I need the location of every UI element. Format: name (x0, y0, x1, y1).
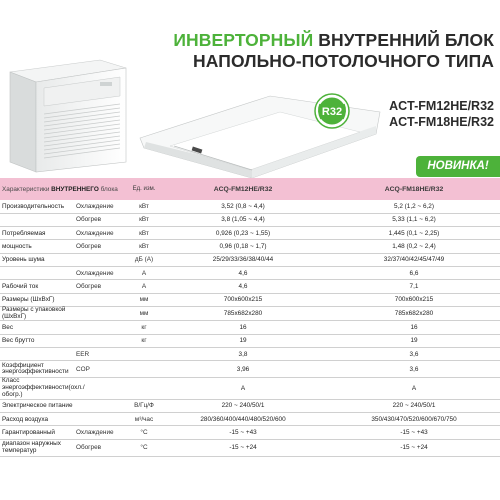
header-unit: Ед. изм. (130, 178, 158, 200)
table-row (0, 334, 500, 347)
value-model-1-cell: 4,6 (158, 266, 328, 279)
table-row (0, 348, 500, 361)
unit-cell: кг (130, 334, 158, 347)
value-model-1-cell: 4,6 (158, 280, 328, 293)
unit-cell: кВт (130, 200, 158, 213)
value-model-2-cell: 7,1 (328, 280, 500, 293)
mode-cell: Обогрев (74, 439, 130, 456)
param-cell: диапазон наружных температур (0, 439, 74, 456)
param-cell: Производительность (0, 200, 74, 213)
table-row (0, 253, 500, 266)
value-model-2-cell: 700х600х215 (328, 293, 500, 306)
param-cell: Электрическое питание (0, 399, 74, 412)
mode-cell (74, 413, 130, 426)
value-model-2-cell: 6,6 (328, 266, 500, 279)
param-cell: Потребляемая (0, 227, 74, 240)
value-model-2-cell: A (328, 378, 500, 399)
mode-cell (74, 253, 130, 266)
value-model-2-cell: -15 ~ +24 (328, 439, 500, 456)
unit-cell: кВт (130, 213, 158, 226)
value-model-1-cell: 280/360/400/440/480/520/600 (158, 413, 328, 426)
page-title (173, 30, 494, 72)
value-model-2-cell: 350/430/470/520/600/670/750 (328, 413, 500, 426)
unit-cell: кВт (130, 227, 158, 240)
mode-cell: Обогрев (74, 240, 130, 253)
mode-cell: Охлаждение (74, 200, 130, 213)
model-1: ACT-FM12HE/R32 (389, 99, 494, 113)
unit-cell: °C (130, 439, 158, 456)
unit-cell (130, 361, 158, 378)
value-model-2-cell: 3,6 (328, 348, 500, 361)
new-badge: НОВИНКА! (416, 156, 500, 177)
value-model-1-cell: 0,926 (0,23 ~ 1,55) (158, 227, 328, 240)
value-model-2-cell: 1,48 (0,2 ~ 2,4) (328, 240, 500, 253)
title-green-part: ИНВЕРТОРНЫЙ (173, 30, 314, 50)
header-model-1: ACQ-FM12HE/R32 (158, 178, 328, 200)
model-list (389, 99, 494, 130)
mode-cell: Охлаждение (74, 266, 130, 279)
title-dark-part: ВНУТРЕННИЙ БЛОК (313, 30, 494, 50)
unit-cell: кг (130, 321, 158, 334)
value-model-2-cell: 5,2 (1,2 ~ 6,2) (328, 200, 500, 213)
mode-cell: Обогрев (74, 280, 130, 293)
table-row (0, 413, 500, 426)
unit-cell: А (130, 280, 158, 293)
value-model-1-cell: 25/29/33/36/38/40/44 (158, 253, 328, 266)
value-model-1-cell: 220 ~ 240/50/1 (158, 399, 328, 412)
table-row (0, 227, 500, 240)
unit-cell (130, 378, 158, 399)
table-row (0, 293, 500, 306)
mode-cell: Охлаждение (74, 227, 130, 240)
r32-badge-text: R32 (321, 106, 343, 118)
table-row (0, 240, 500, 253)
mode-cell (74, 334, 130, 347)
unit-cell: кВт (130, 240, 158, 253)
value-model-1-cell: A (158, 378, 328, 399)
param-cell: Размеры (ШхВхГ) (0, 293, 74, 306)
unit-cell: В/Гц/Ф (130, 399, 158, 412)
mode-cell (74, 399, 130, 412)
table-row (0, 200, 500, 213)
table-header-row (0, 178, 500, 200)
value-model-1-cell: 3,52 (0,8 ~ 4,4) (158, 200, 328, 213)
param-cell: мощность (0, 240, 74, 253)
param-cell: Вес (0, 321, 74, 334)
unit-cell: °C (130, 426, 158, 439)
param-cell: Размеры с упаковкой (ШхВхГ) (0, 306, 74, 321)
param-cell: Вес брутто (0, 334, 74, 347)
value-model-2-cell: 785х682х280 (328, 306, 500, 321)
mode-cell: COP (74, 361, 130, 378)
param-cell: Расход воздуха (0, 413, 74, 426)
hero-section (0, 0, 500, 178)
param-cell: Уровень шума (0, 253, 74, 266)
value-model-1-cell: 0,96 (0,18 ~ 1,7) (158, 240, 328, 253)
unit-cell: мм (130, 306, 158, 321)
value-model-2-cell: 32/37/40/42/45/47/49 (328, 253, 500, 266)
header-characteristics: Характеристики ВНУТРЕННЕГО блока (0, 178, 130, 200)
table-row (0, 306, 500, 321)
table-row (0, 266, 500, 279)
unit-cell: мм (130, 293, 158, 306)
param-cell (0, 213, 74, 226)
value-model-2-cell: 1,445 (0,1 ~ 2,25) (328, 227, 500, 240)
table-row (0, 213, 500, 226)
value-model-1-cell: -15 ~ +43 (158, 426, 328, 439)
unit-cell: дБ (A) (130, 253, 158, 266)
param-cell: Коэффициент энергоэффективности (0, 361, 74, 378)
param-cell: Класс энергоэффективности(охл./обогр.) (2, 377, 85, 398)
value-model-1-cell: 700х600х215 (158, 293, 328, 306)
r32-refrigerant-badge-icon (313, 92, 351, 130)
unit-cell: м³/час (130, 413, 158, 426)
unit-cell: А (130, 266, 158, 279)
param-cell: Рабочий ток (0, 280, 74, 293)
table-row (0, 378, 500, 399)
value-model-1-cell: 3,8 (158, 348, 328, 361)
value-model-1-cell: 3,96 (158, 361, 328, 378)
value-model-1-cell: 16 (158, 321, 328, 334)
title-line2: НАПОЛЬНО-ПОТОЛОЧНОГО ТИПА (193, 51, 494, 71)
value-model-2-cell: 3,6 (328, 361, 500, 378)
value-model-2-cell: 220 ~ 240/50/1 (328, 399, 500, 412)
table-row (0, 399, 500, 412)
header-model-2: ACQ-FM18HE/R32 (328, 178, 500, 200)
value-model-2-cell: 5,33 (1,1 ~ 6,2) (328, 213, 500, 226)
mode-cell (74, 293, 130, 306)
spec-table (0, 178, 500, 457)
mode-cell: Обогрев (74, 213, 130, 226)
table-row (0, 361, 500, 378)
table-row (0, 321, 500, 334)
param-cell (0, 266, 74, 279)
mode-cell: EER (74, 348, 130, 361)
value-model-1-cell: 19 (158, 334, 328, 347)
floor-unit-image (4, 58, 132, 174)
value-model-2-cell: -15 ~ +43 (328, 426, 500, 439)
value-model-2-cell: 19 (328, 334, 500, 347)
mode-cell (74, 306, 130, 321)
value-model-1-cell: 785х682х280 (158, 306, 328, 321)
value-model-1-cell: -15 ~ +24 (158, 439, 328, 456)
table-row (0, 280, 500, 293)
table-row (0, 426, 500, 439)
mode-cell: Охлаждение (74, 426, 130, 439)
model-2: ACT-FM18HE/R32 (389, 114, 494, 129)
value-model-2-cell: 16 (328, 321, 500, 334)
unit-cell (130, 348, 158, 361)
value-model-1-cell: 3,8 (1,05 ~ 4,4) (158, 213, 328, 226)
mode-cell (74, 321, 130, 334)
param-cell (0, 348, 74, 361)
table-row (0, 439, 500, 456)
param-cell: Гарантированный (0, 426, 74, 439)
